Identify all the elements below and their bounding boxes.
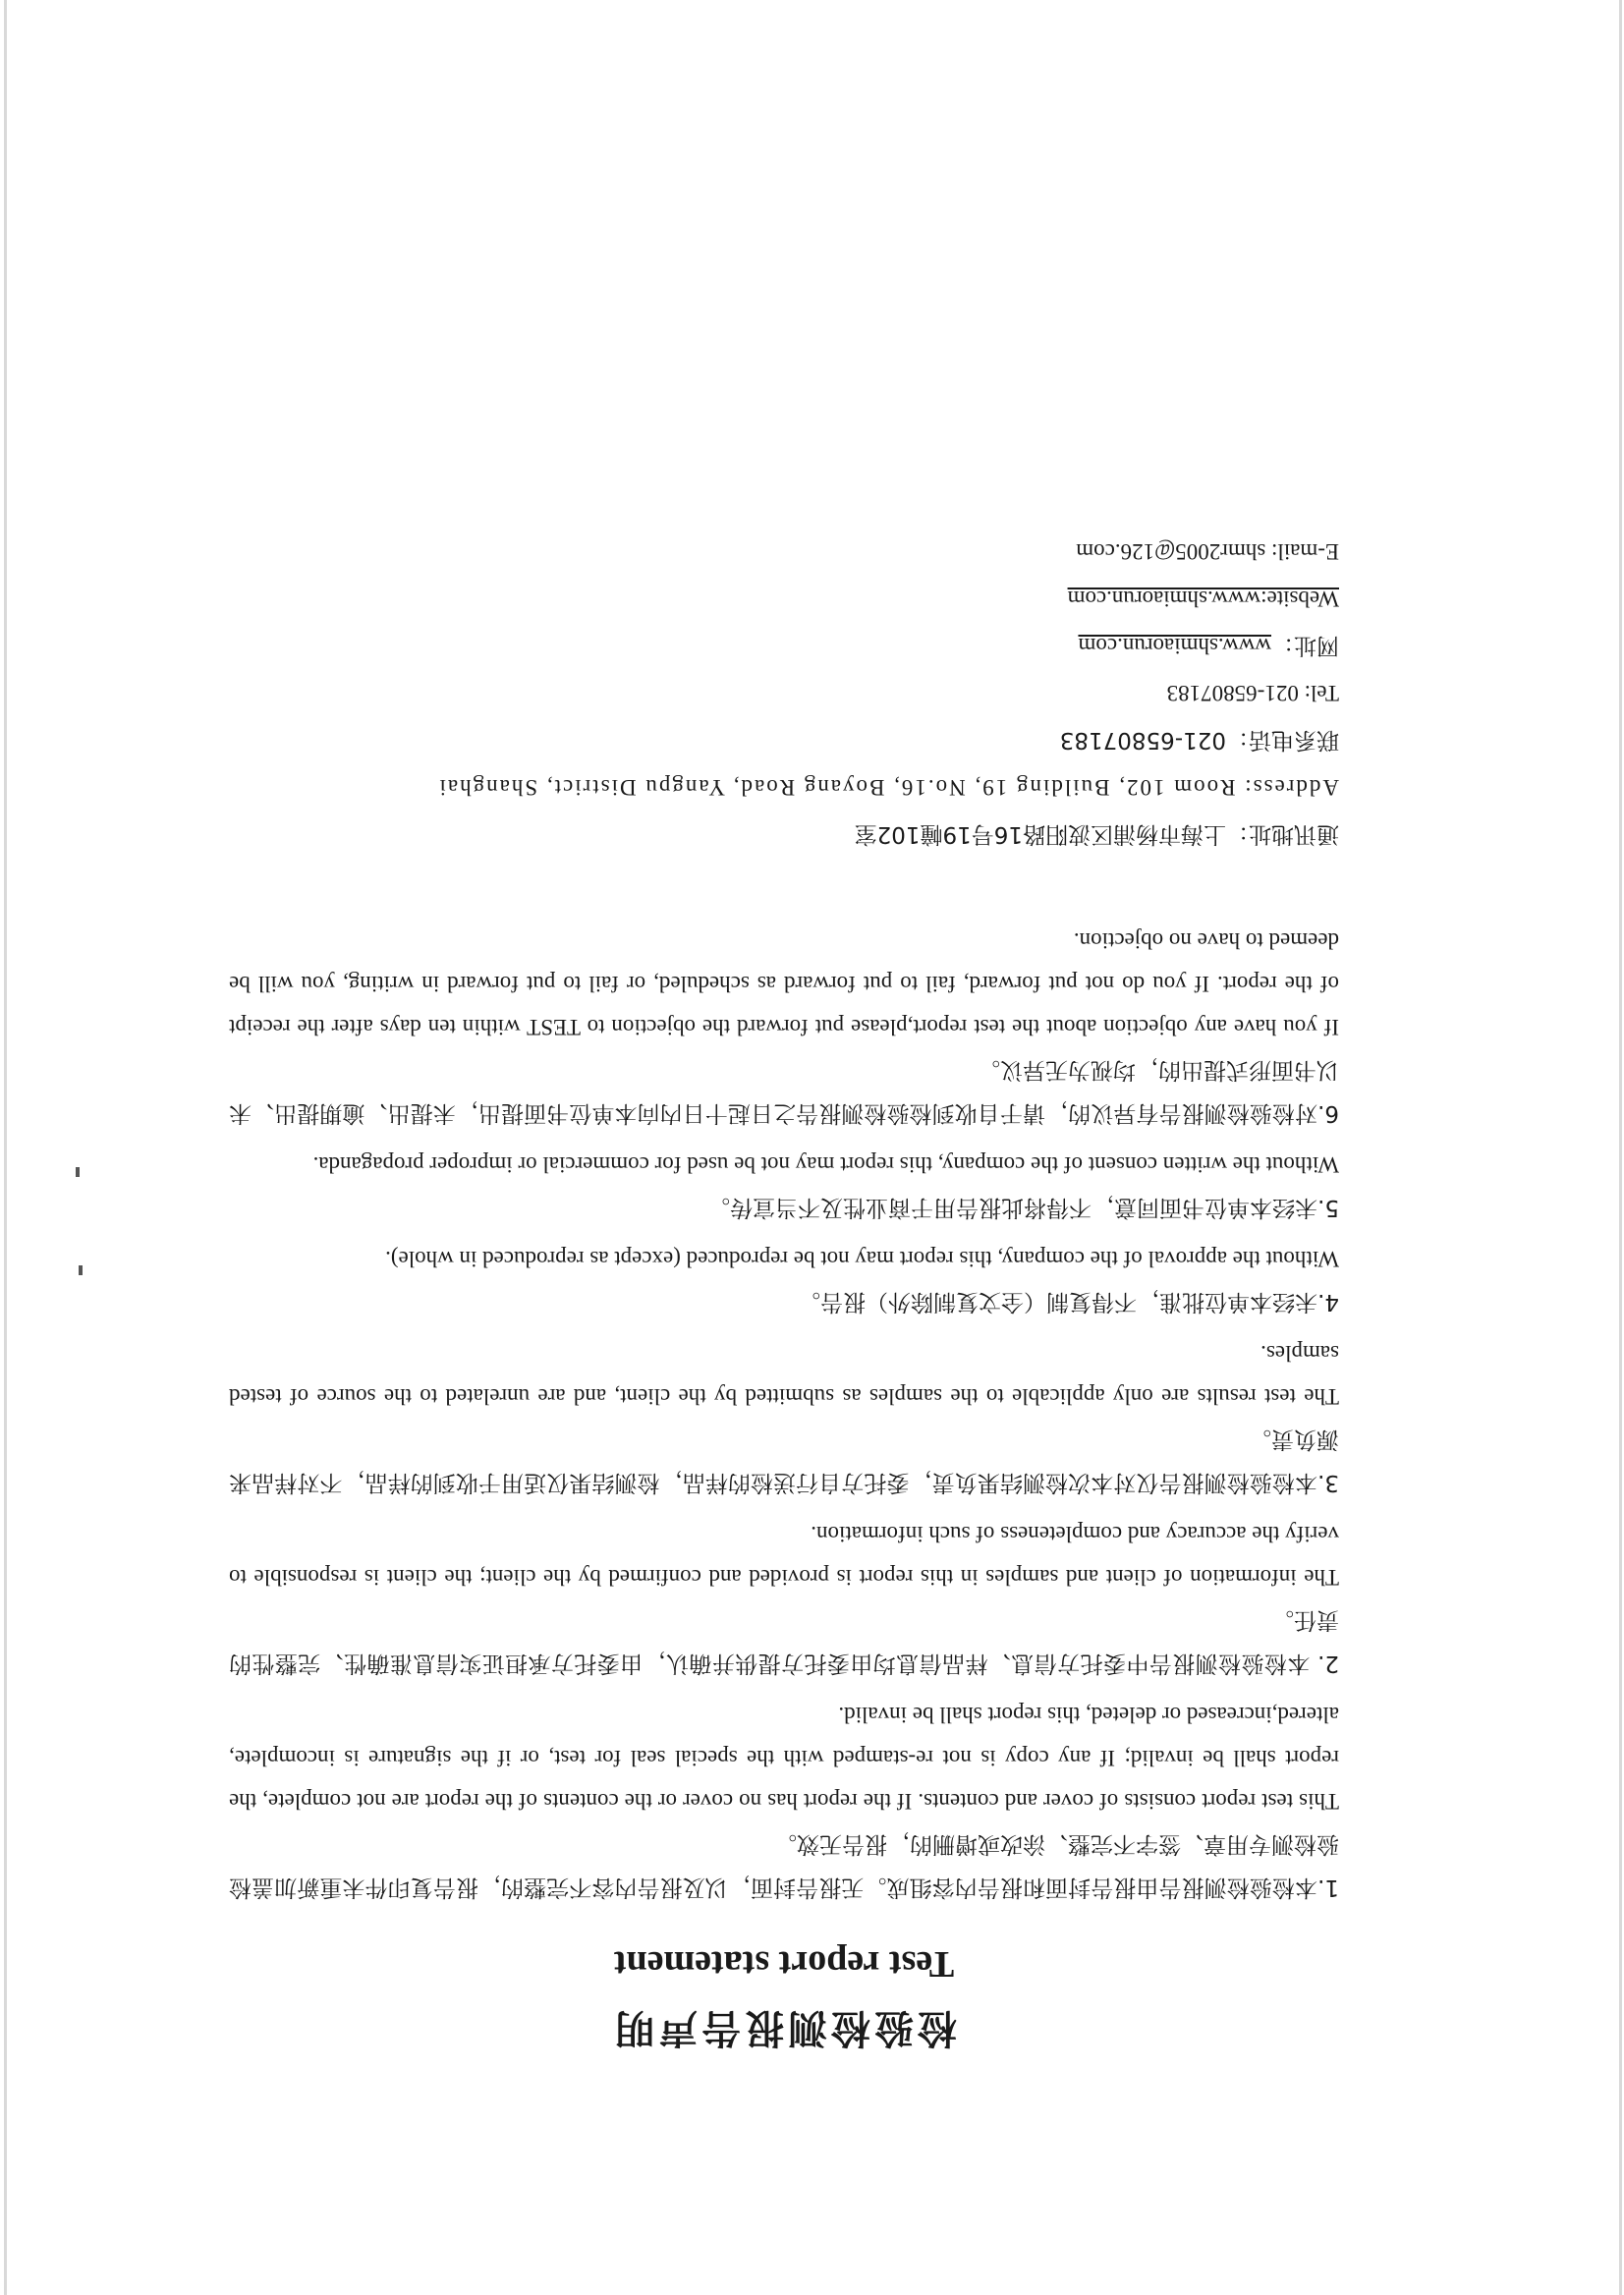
scan-edge-left <box>1619 0 1622 2295</box>
statement-cn: 1.本检验检测报告由报告封面和报告内容组成。无报告封面，以及报告内容不完整的，报告复印件未重新加盖检验检测专用章、签字不完整、涂改或增删的，报告无效。 <box>229 1831 1339 1900</box>
phone-cn <box>229 716 1339 763</box>
statement-item-4 <box>229 1237 1339 1323</box>
statement-cn: 5.未经本单位书面同意，不得将此报告用于商业性及不当宣传。 <box>707 1195 1339 1220</box>
statement-en: The test results are only applicable to the samples as submitted by the client, and are unrelated to the source of tested samples. <box>229 1341 1339 1409</box>
statement-item-1 <box>229 1693 1339 1909</box>
statement-item-2 <box>229 1512 1339 1685</box>
website-cn-label: 网址： <box>1271 633 1339 658</box>
statement-cn: 2. 本检验检测报告中委托方信息、样品信息均由委托方提供并确认，由委托方承担证实信息准确性、完整性的责任。 <box>229 1607 1339 1676</box>
contact-block <box>229 528 1339 858</box>
website-cn-link[interactable]: www.shmiaorun.com <box>1078 634 1271 658</box>
email[interactable]: E-mail: shmr2005@126.com <box>1076 539 1339 564</box>
statement-cn: 3.本检验检测报告仅对本次检测结果负责，委托方自行送检的样品，检测结果仅适用于收到的样品，不对样品来源负责。 <box>229 1427 1339 1495</box>
scan-speck <box>76 1167 80 1177</box>
website-en-link[interactable]: Website:www.shmiaorun.com <box>1067 587 1339 611</box>
statement-cn: 4.未经本单位批准，不得复制（全文复制除外）报告。 <box>798 1289 1339 1315</box>
statement-en: Without the written consent of the company, this report may not be used for commercial or improper propaganda. <box>312 1152 1339 1177</box>
statement-en: The information of client and samples in this report is provided and confirmed by the client; the client is responsible to verify the accuracy and completeness of such information. <box>229 1522 1339 1590</box>
page-title-cn: 检验检测报告声明 <box>611 2005 957 2050</box>
statement-en: This test report consists of cover and contents. If the report has no cover or the contents of the report are not complete, the report shall be invalid; If any copy is not re-stamped with the special seal for test, or if the signature is incomplete, altered,increased or deleted, this report shall be invalid. <box>229 1703 1339 1814</box>
statement-content <box>229 528 1339 2059</box>
address-en: Address: Room 102, Building 19, No.16, Boyang Road, Yangpu District, Shanghai <box>437 775 1339 800</box>
phone-cn-label: 联系电话： <box>1226 727 1339 753</box>
scan-speck <box>79 1265 83 1275</box>
statement-en: Without the approval of the company, this report may not be reproduced (except as reproduced in whole). <box>385 1247 1339 1271</box>
phone-cn-value: 021-65807183 <box>1059 727 1226 753</box>
address-cn: 通讯地址：上海市杨浦区波阳路16号19幢102室 <box>854 821 1339 847</box>
website-cn <box>229 622 1339 669</box>
statement-en: If you have any objection about the test report,please put forward the objection to TEST within ten days after the receipt of the report. If you do not put forward, fail to put forward as scheduled, or fail to put forward in writing, you will be deemed to have no objection. <box>229 928 1339 1039</box>
statement-item-5 <box>229 1143 1339 1229</box>
tel-en: Tel: 021-65807183 <box>1166 681 1339 705</box>
scan-edge-right <box>4 0 7 2295</box>
statement-item-6 <box>229 919 1339 1135</box>
page-title-en: Test report statement <box>613 1943 955 1985</box>
statement-item-3 <box>229 1331 1339 1504</box>
statement-cn: 6.对检验检测报告有异议的，请于自收到检验检测报告之日起十日内向本单位书面提出，未提出、逾期提出、未以书面形式提出的，均视为无异议。 <box>229 1057 1339 1126</box>
